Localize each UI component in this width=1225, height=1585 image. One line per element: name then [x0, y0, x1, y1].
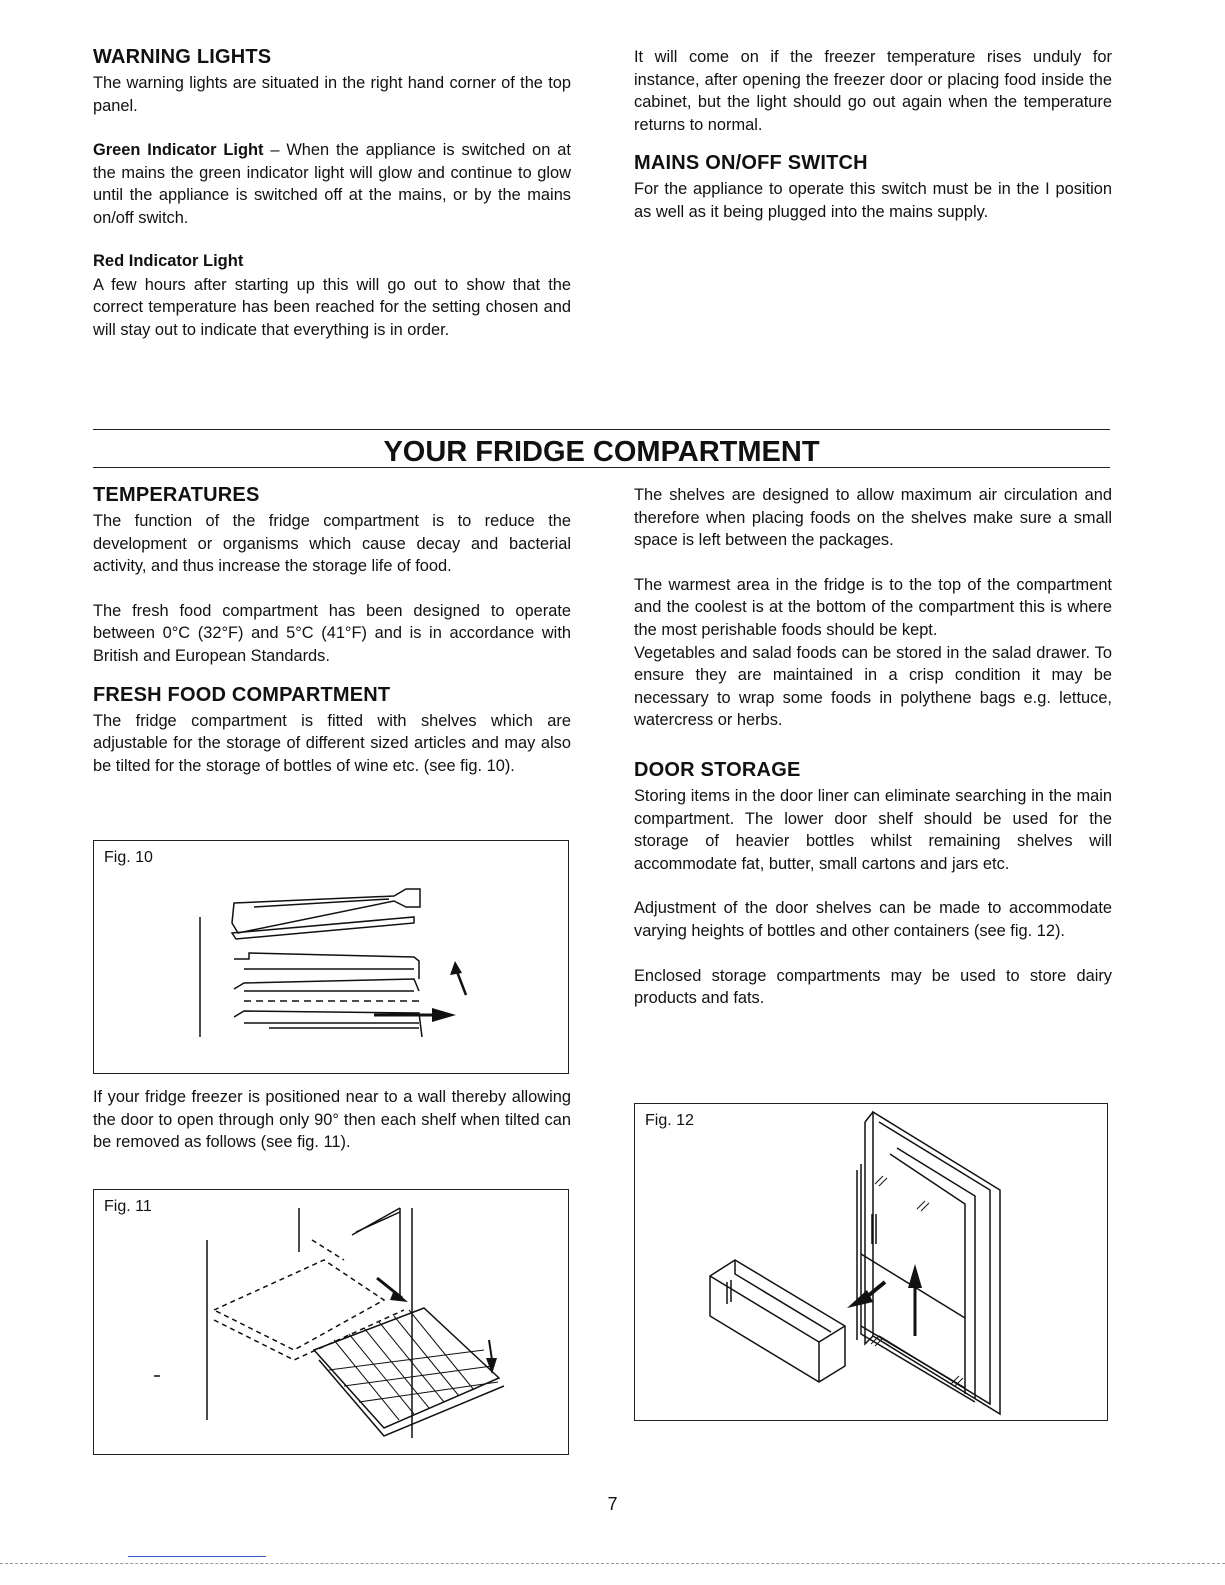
fresh-food-heading: FRESH FOOD COMPARTMENT: [93, 683, 391, 706]
figure-12-label: Fig. 12: [645, 1112, 694, 1129]
warning-lights-heading: WARNING LIGHTS: [93, 46, 272, 68]
figure-11-label: Fig. 11: [104, 1198, 152, 1215]
warning-lights-section: [93, 46, 571, 341]
temperatures-section: [93, 484, 571, 777]
shelf-removal-illustration: [94, 1190, 568, 1454]
fresh-food-paragraph-2: If your fridge freezer is positioned near to a wall thereby allowing the door to open through only 90° then each shelf when tilted can be removed as follows (see fig. 11).: [93, 1088, 571, 1152]
temperatures-heading: TEMPERATURES: [93, 484, 260, 506]
red-indicator-continued: It will come on if the freezer temperature rises unduly for instance, after opening the freezer door or placing food inside the cabinet, but the light should go out again when the temperature returns to normal.: [634, 48, 1112, 134]
banner-top-rule: [93, 429, 1110, 430]
section-title: YOUR FRIDGE COMPARTMENT: [383, 436, 820, 468]
fridge-shelves-section: [634, 484, 1112, 1010]
fresh-food-paragraph-1: The fridge compartment is fitted with shelves which are adjustable for the storage of different sized articles and may also be tilted for the storage of bottles of wine etc. (see fig. 10).: [93, 711, 571, 775]
door-shelf-illustration: [635, 1104, 1107, 1420]
figure-10: [93, 840, 569, 1074]
figure-10-label: Fig. 10: [104, 849, 153, 866]
door-storage-paragraph-3: Enclosed storage compartments may be used to store dairy products and fats.: [634, 966, 1112, 1008]
green-indicator-lead: Green Indicator Light: [93, 141, 264, 160]
shelves-paragraph: The shelves are designed to allow maximum air circulation and therefore when placing foods on the shelves make sure a small space is left between the packages.: [634, 486, 1112, 550]
mains-switch-text: For the appliance to operate this switch must be in the I position as well as it being plugged into the mains supply.: [634, 180, 1112, 221]
mains-switch-heading: MAINS ON/OFF SWITCH: [634, 152, 868, 175]
red-indicator-heading: Red Indicator Light: [93, 251, 244, 270]
salad-drawer-paragraph: Vegetables and salad foods can be stored in the salad drawer. To ensure they are maintained in a crisp condition it may be necessary to wrap some foods in polythene bags e.g. lettuce, watercress or herbs.: [634, 643, 1112, 730]
red-indicator-text: A few hours after starting up this will go out to show that the correct temperature has been reached for the setting chosen and will stay out to indicate that everything is in order.: [93, 275, 571, 339]
figure-11: [93, 1189, 569, 1455]
temperatures-paragraph-2: The fresh food compartment has been designed to operate between 0°C (32°F) and 5°C (41°F) and is in accordance with British and European Standards.: [93, 601, 571, 665]
warning-lights-intro: The warning lights are situated in the right hand corner of the top panel.: [93, 74, 571, 115]
green-indicator-text: – When the appliance is switched on at the mains the green indicator light will glow and continue to glow until the appliance is switched off at the mains, or by the mains on/off switch.: [93, 141, 571, 227]
green-indicator-paragraph: [93, 139, 571, 229]
door-storage-paragraph-1: Storing items in the door liner can eliminate searching in the main compartment. The lower door shelf should be used for the storage of heavier bottles whilst remaining shelves will accommodate fat, butter, small cartons and jars etc.: [634, 786, 1112, 873]
warning-lights-continued: [634, 46, 1112, 224]
footer-dashed-rule: [0, 1563, 1225, 1564]
tilted-shelf-illustration: [94, 841, 568, 1073]
warmest-area-paragraph: The warmest area in the fridge is to the top of the compartment and the coolest is at the bottom of the compartment this is where the most perishable foods should be kept.: [634, 575, 1112, 639]
banner-bottom-rule: [93, 467, 1110, 468]
temperatures-paragraph-1: The function of the fridge compartment is to reduce the development or organisms which cause decay and bacterial activity, and thus increase the storage life of food.: [93, 512, 571, 576]
figure-12: [634, 1103, 1108, 1421]
footer-link-underline: [128, 1556, 266, 1557]
door-storage-heading: DOOR STORAGE: [634, 758, 801, 781]
door-storage-paragraph-2: Adjustment of the door shelves can be made to accommodate varying heights of bottles and other containers (see fig. 12).: [634, 899, 1112, 940]
page-number: 7: [607, 1494, 618, 1514]
